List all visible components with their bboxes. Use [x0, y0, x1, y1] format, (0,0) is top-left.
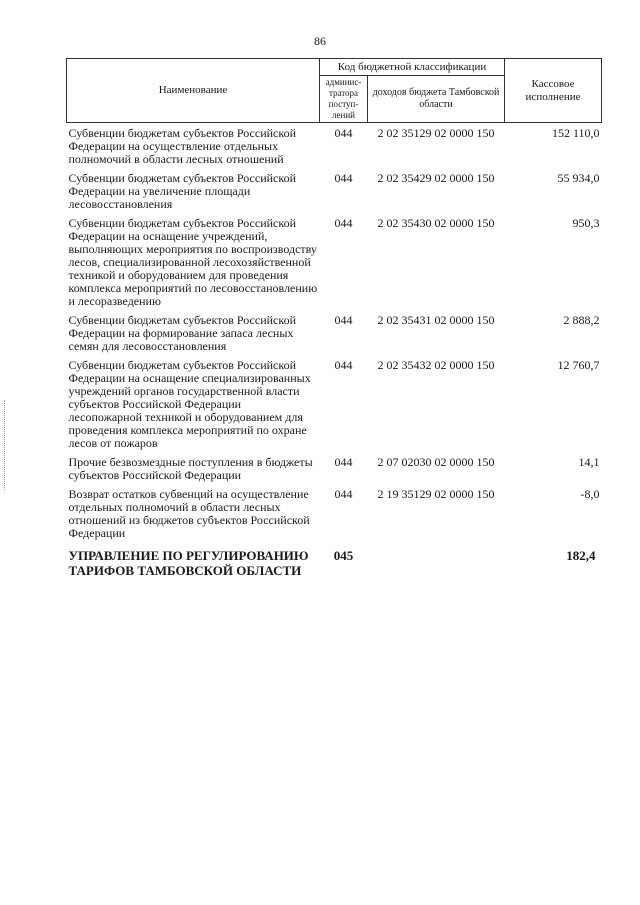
header-name: Наименование	[67, 59, 320, 123]
table-row	[67, 217, 602, 314]
row-name: Субвенции бюджетам субъектов Российской Федерации на осуществление отдельных полномочий в области лесных отношений	[68, 126, 297, 166]
row-admin: 044	[334, 358, 353, 372]
row-name: Субвенции бюджетам субъектов Российской Федерации на оснащение учреждений, выполняющих мероприятия по воспроизводству лесов, специализированной лесохозяйственной техникой и оборудованием для проведения комплекса мероприятий по лесовосстановлению и лесоразведению	[68, 216, 318, 308]
total-admin: 045	[333, 548, 354, 563]
row-sum: 2 888,2	[563, 313, 600, 327]
row-code: 2 19 35129 02 0000 150	[377, 487, 495, 501]
row-sum: 12 760,7	[557, 358, 600, 372]
row-admin: 044	[334, 126, 353, 140]
row-admin: 044	[334, 313, 353, 327]
table-row	[67, 123, 602, 173]
row-name: Субвенции бюджетам субъектов Российской Федерации на формирование запаса лесных семян для лесовосстановления	[68, 313, 297, 353]
row-sum: 14,1	[578, 455, 600, 469]
header-sum: Кассовое исполнение	[505, 59, 602, 123]
margin-marks	[4, 400, 8, 490]
row-name: Прочие безвозмездные поступления в бюджеты субъектов Российской Федерации	[68, 455, 313, 482]
total-sum: 182,4	[566, 548, 596, 563]
row-code: 2 02 35430 02 0000 150	[377, 216, 495, 230]
table-row	[67, 359, 602, 456]
table-row	[67, 456, 602, 488]
row-admin: 044	[334, 171, 353, 185]
header-admin: админис-тратора поступ-лений	[320, 76, 368, 123]
row-name: Субвенции бюджетам субъектов Российской Федерации на увеличение площади лесовосстановления	[68, 171, 297, 211]
table-row	[67, 172, 602, 217]
table-row	[67, 488, 602, 546]
row-name: Возврат остатков субвенций на осуществление отдельных полномочий в области лесных отношений из бюджетов субъектов Российской Федерации	[68, 487, 310, 540]
row-admin: 044	[334, 216, 353, 230]
total-code	[368, 546, 505, 584]
budget-table	[66, 58, 602, 584]
row-name: Субвенции бюджетам субъектов Российской Федерации на оснащение специализированных учреждений органов государственной власти субъектов Российской Федерации лесопожарной техникой и оборудованием для проведения комплекса мероприятий по охране лесов от пожаров	[68, 358, 311, 450]
row-admin: 044	[334, 455, 353, 469]
total-name: УПРАВЛЕНИЕ ПО РЕГУЛИРОВАНИЮ ТАРИФОВ ТАМБОВСКОЙ ОБЛАСТИ	[68, 548, 309, 578]
page-number: 86	[314, 34, 326, 48]
row-code: 2 07 02030 02 0000 150	[377, 455, 495, 469]
row-code: 2 02 35431 02 0000 150	[377, 313, 495, 327]
row-code: 2 02 35129 02 0000 150	[377, 126, 495, 140]
table-row	[67, 314, 602, 359]
row-code: 2 02 35432 02 0000 150	[377, 358, 495, 372]
header-classification-group: Код бюджетной классификации	[320, 59, 505, 76]
row-admin: 044	[334, 487, 353, 501]
row-sum: 950,3	[572, 216, 600, 230]
row-sum: 55 934,0	[557, 171, 600, 185]
row-sum: 152 110,0	[551, 126, 600, 140]
total-row	[67, 546, 602, 584]
row-code: 2 02 35429 02 0000 150	[377, 171, 495, 185]
row-sum: -8,0	[580, 487, 600, 501]
header-code: доходов бюджета Тамбовской области	[368, 76, 505, 123]
